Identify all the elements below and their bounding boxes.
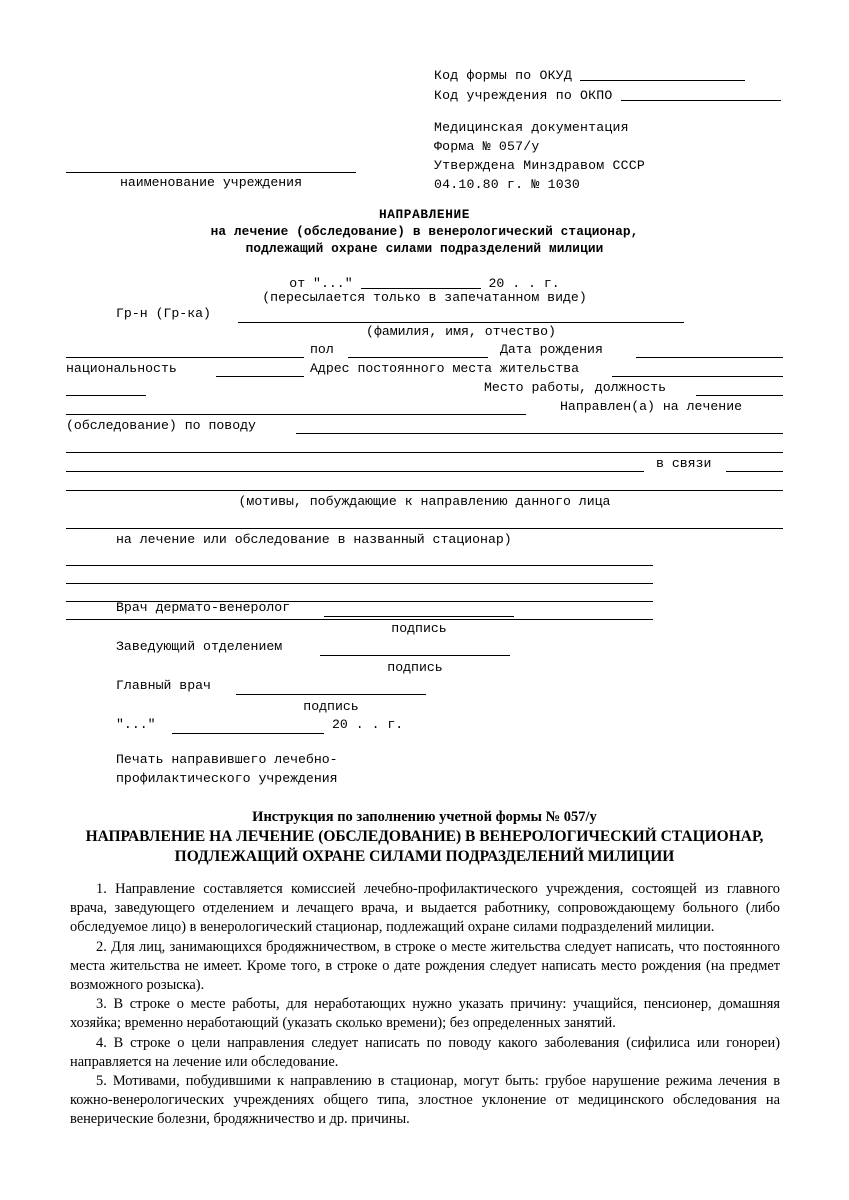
nationality-extra-field[interactable]: [216, 376, 304, 377]
chief-signature-field[interactable]: [236, 694, 426, 695]
because-field[interactable]: [726, 471, 783, 472]
nationality-field[interactable]: [66, 357, 304, 358]
page-title: [0, 206, 849, 257]
signature-caption: подпись: [391, 621, 447, 636]
stamp-note-line-1: Печать направившего лечебно-: [116, 752, 338, 767]
citizen-name-field[interactable]: [238, 322, 684, 323]
signatures-area: [0, 600, 849, 738]
fio-caption-row: [0, 324, 849, 342]
nationality-label: национальность: [66, 361, 177, 376]
instruction-heading-3: ПОДЛЕЖАЩИЙ ОХРАНЕ СИЛАМИ ПОДРАЗДЕЛЕНИЙ МИЛИЦИИ: [174, 848, 675, 865]
institution-name-field[interactable]: [66, 158, 356, 173]
sealed-delivery-note: (пересылается только в запечатанном виде): [262, 290, 587, 305]
okpo-code-row: [434, 86, 781, 106]
motives-field-1[interactable]: [66, 490, 783, 491]
motives-caption-1-row: [0, 494, 849, 513]
title-line-3: подлежащий охране силами подразделений милиции: [245, 241, 604, 256]
institution-name-block: [66, 158, 356, 190]
exam-label: (обследование) по поводу: [66, 418, 256, 433]
because-row: [0, 456, 849, 475]
instruction-paragraph: 1. Направление составляется комиссией лечебно-профилактического учреждения, состоящей из главного врача, заведующего отделением и лечащего врача, и выдается работнику, сопровождающему больного (либо обследуемое лицо) в венерологический стационар, подлежащий охране силами подразделений милиции.: [70, 881, 780, 936]
title-line-2: на лечение (обследование) в венерологический стационар,: [210, 224, 639, 239]
form-fields-area: [0, 306, 849, 623]
okpo-label: Код учреждения по ОКПО: [434, 88, 613, 103]
sex-label: пол: [310, 342, 334, 357]
referred-row: [0, 399, 849, 418]
citizen-label: Гр-н (Гр-ка): [116, 306, 211, 321]
stamp-note: [116, 750, 338, 788]
okud-code-field[interactable]: [580, 67, 745, 81]
sex-field[interactable]: [348, 357, 488, 358]
head-dept-signature-field[interactable]: [320, 655, 510, 656]
med-doc-line-1: Медицинская документация: [434, 120, 629, 135]
document-date-field[interactable]: [361, 275, 481, 289]
head-dept-row: [0, 639, 849, 660]
exam-reason-cont-field[interactable]: [66, 452, 783, 453]
signature-date-row: [0, 717, 849, 738]
motives-caption-1: (мотивы, побуждающие к направлению данного лица: [238, 494, 611, 509]
instruction-heading: [0, 808, 849, 867]
date-suffix: 20 . . г.: [488, 276, 560, 291]
instruction-paragraph: 3. В строке о месте работы, для неработающих нужно указать причину: учащийся, пенсионер, домашняя хозяйка; временно неработающий (указать сколько времени); без определенных занятий.: [70, 996, 780, 1032]
because-prefix-field[interactable]: [66, 471, 644, 472]
instruction-paragraph: 5. Мотивами, побудившими к направлению в стационар, могут быть: грубое нарушение режима лечения в кожно-венерологических учреждениях общего типа, злостное уклонение от медицинского обследования на венерические болезни, бродяжничество и др. причины.: [70, 1073, 780, 1128]
institution-name-caption: наименование учреждения: [119, 175, 303, 190]
med-doc-approved-by: Утверждена Минздравом СССР: [434, 158, 645, 173]
birthdate-label: Дата рождения: [500, 342, 603, 357]
motives-caption-2-row: [0, 532, 849, 551]
signature-date-field[interactable]: [172, 733, 324, 734]
doctor-label: Врач дермато-венеролог: [116, 600, 291, 615]
blank-field-2[interactable]: [66, 583, 653, 584]
okpo-code-field[interactable]: [621, 87, 781, 101]
date-prefix: от "...": [289, 276, 353, 291]
motives-line-1-row: [0, 475, 849, 494]
exam-reason-cont-row: [0, 437, 849, 456]
workplace-label: Место работы, должность: [484, 380, 667, 395]
motives-line-2-row: [0, 513, 849, 532]
signature-date-suffix: 20 . . г.: [332, 717, 404, 732]
motives-caption-2: на лечение или обследование в названный стационар): [116, 532, 512, 547]
because-label: в связи: [656, 456, 712, 471]
nationality-sex-birth-row: [0, 342, 849, 361]
instruction-heading-1: Инструкция по заполнению учетной формы № 057/у: [252, 809, 597, 825]
title-line-1: НАПРАВЛЕНИЕ: [378, 207, 471, 222]
head-dept-caption-row: [0, 660, 849, 678]
okud-label: Код формы по ОКУД: [434, 68, 572, 83]
med-doc-info-block: [434, 118, 645, 194]
instruction-heading-2: НАПРАВЛЕНИЕ НА ЛЕЧЕНИЕ (ОБСЛЕДОВАНИЕ) В ВЕНЕРОЛОГИЧЕСКИЙ СТАЦИОНАР,: [85, 828, 764, 845]
address-field[interactable]: [612, 376, 783, 377]
doctor-caption-row: [0, 621, 849, 639]
workplace-field[interactable]: [696, 395, 783, 396]
instruction-paragraph: 2. Для лиц, занимающихся бродяжничеством, в строке о месте жительства следует написать, что постоянного места жительства не имеет. Кроме того, в строке о дате рождения следует написать место рождения (на предмет возможного розыска).: [70, 938, 780, 994]
citizen-row: [0, 306, 849, 324]
doctor-row: [0, 600, 849, 621]
address-cont-field[interactable]: [66, 395, 146, 396]
signature-date-prefix: "...": [116, 717, 156, 732]
referred-label: Направлен(а) на лечение: [560, 399, 743, 414]
motives-field-2[interactable]: [66, 528, 783, 529]
instruction-paragraph: 4. В строке о цели направления следует написать по поводу какого заболевания (сифилиса или гонореи) направляется на лечение или обследование.: [70, 1034, 780, 1070]
doctor-signature-field[interactable]: [324, 616, 514, 617]
exam-reason-row: [0, 418, 849, 437]
form-codes-block: [434, 66, 781, 106]
address-row: [0, 361, 849, 380]
med-doc-form-number: Форма № 057/у: [434, 139, 540, 154]
chief-caption-row: [0, 699, 849, 717]
chief-label: Главный врач: [116, 678, 211, 693]
instruction-body: [70, 880, 780, 1130]
head-dept-label: Заведующий отделением: [116, 639, 283, 654]
birthdate-field[interactable]: [636, 357, 783, 358]
workplace-row: [0, 380, 849, 399]
blank-line-row: [0, 551, 849, 569]
chief-row: [0, 678, 849, 699]
blank-field-1[interactable]: [66, 565, 653, 566]
signature-caption: подпись: [303, 699, 359, 714]
signature-caption: подпись: [387, 660, 443, 675]
stamp-note-line-2: профилактического учреждения: [116, 771, 338, 786]
okud-code-row: [434, 66, 781, 86]
fio-caption: (фамилия, имя, отчество): [366, 324, 556, 339]
workplace-cont-field[interactable]: [66, 414, 526, 415]
address-label: Адрес постоянного места жительства: [310, 361, 580, 376]
exam-reason-field[interactable]: [296, 433, 783, 434]
blank-line-row: [0, 569, 849, 587]
med-doc-approval-date: 04.10.80 г. № 1030: [434, 177, 581, 192]
